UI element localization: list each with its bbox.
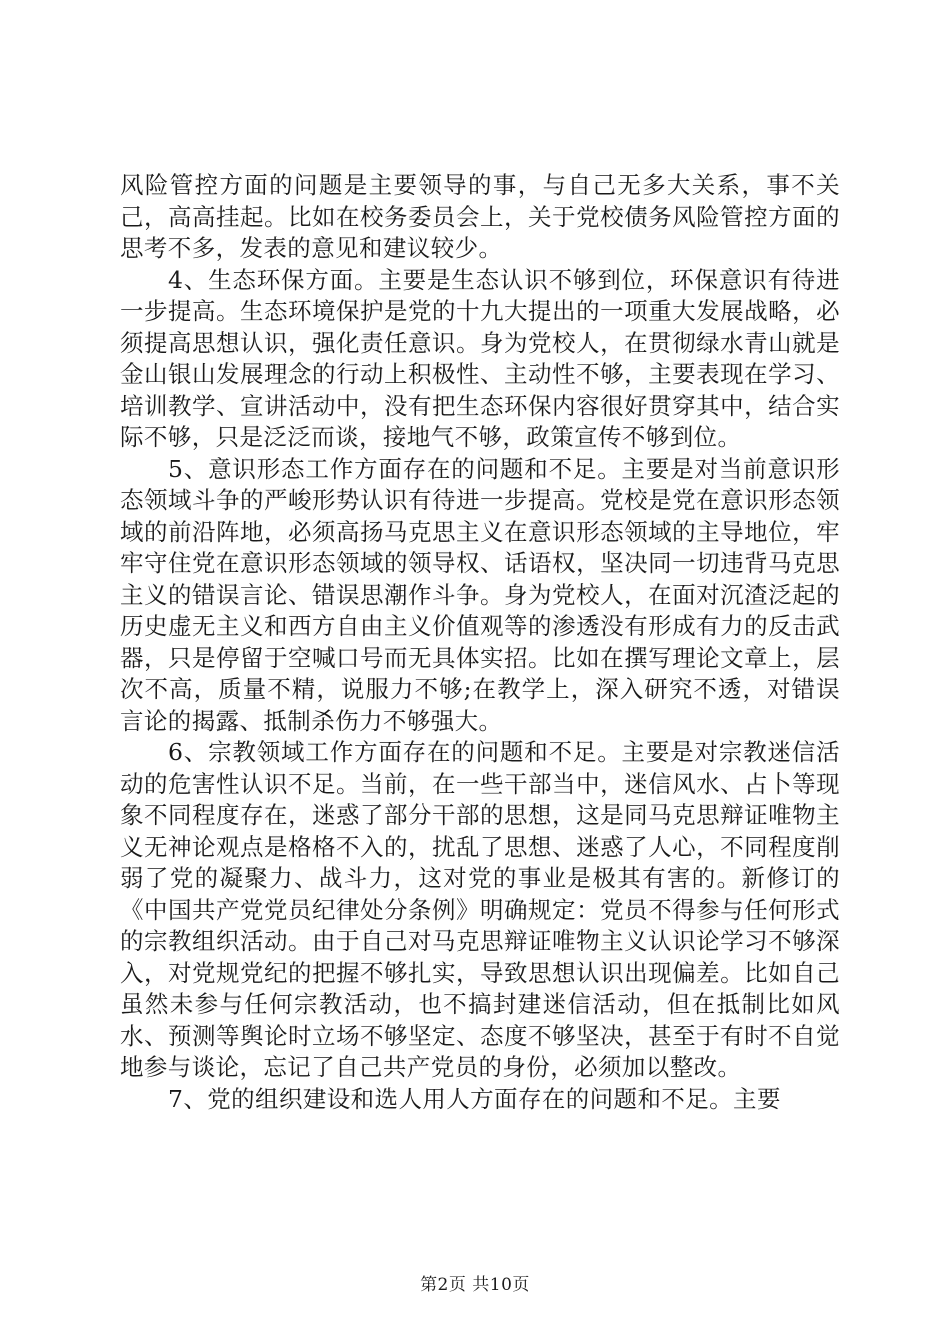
page-footer (0, 1275, 950, 1295)
paragraph-risk-control-continuation: 风险管控方面的问题是主要领导的事，与自己无多大关系，事不关己，高高挂起。比如在校务委员会上，关于党校债务风险管控方面的思考不多，发表的意见和建议较少。 (120, 171, 840, 262)
document-body (120, 170, 840, 1115)
paragraph-religion-work: 6、宗教领域工作方面存在的问题和不足。主要是对宗教迷信活动的危害性认识不足。当前，在一些干部当中，迷信风水、占卜等现象不同程度存在，迷惑了部分干部的思想，这是同马克思辩证唯物主义无神论观点是格格不入的，扰乱了思想、迷惑了人心，不同程度削弱了党的凝聚力、战斗力，这对党的事业是极其有害的。新修订的《中国共产党党员纪律处分条例》明确规定：党员不得参与任何形式的宗教组织活动。由于自己对马克思辩证唯物主义认识论学习不够深入，对党规党纪的把握不够扎实，导致思想认识出现偏差。比如自己虽然未参与任何宗教活动，也不搞封建迷信活动，但在抵制比如风水、预测等舆论时立场不够坚定、态度不够坚决，甚至于有时不自觉地参与谈论，忘记了自己共产党员的身份，必须加以整改。 (120, 738, 840, 1081)
page-number-label: 第2页 共10页 (420, 1275, 530, 1295)
paragraph-organization-building: 7、党的组织建设和选人用人方面存在的问题和不足。主要 (168, 1084, 781, 1113)
paragraph-ideology-work: 5、意识形态工作方面存在的问题和不足。主要是对当前意识形态领域斗争的严峻形势认识有待进一步提高。党校是党在意识形态领域的前沿阵地，必须高扬马克思主义在意识形态领域的主导地位，牢牢守住党在意识形态领域的领导权、话语权，坚决同一切违背马克思主义的错误言论、错误思潮作斗争。身为党校人，在面对沉渣泛起的历史虚无主义和西方自由主义价值观等的渗透没有形成有力的反击武器，只是停留于空喊口号而无具体实招。比如在撰写理论文章上，层次不高，质量不精，说服力不够;在教学上，深入研究不透，对错误言论的揭露、抵制杀伤力不够强大。 (120, 454, 840, 735)
paragraph-ecology-environment: 4、生态环保方面。主要是生态认识不够到位，环保意识有待进一步提高。生态环境保护是党的十九大提出的一项重大发展战略，必须提高思想认识，强化责任意识。身为党校人，在贯彻绿水青山就是金山银山发展理念的行动上积极性、主动性不够，主要表现在学习、培训教学、宣讲活动中，没有把生态环保内容很好贯穿其中，结合实际不够，只是泛泛而谈，接地气不够，政策宣传不够到位。 (120, 265, 840, 451)
